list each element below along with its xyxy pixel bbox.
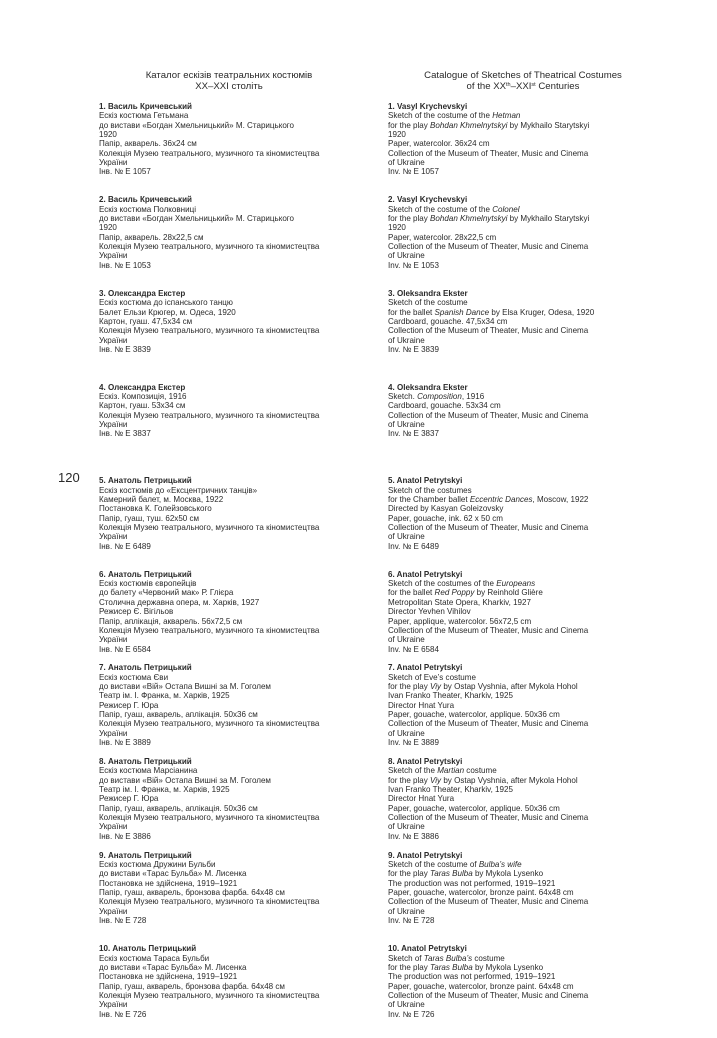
entry-line: Ескіз костюма Гетьмана: [99, 111, 189, 121]
entry-line: [388, 607, 658, 616]
entry-line: Театр ім. І. Франка, м. Харків, 1925: [99, 785, 230, 794]
page-number: 120: [58, 470, 80, 485]
entry-text: Collection of the Museum of Theater, Music and Cinema: [388, 522, 589, 532]
entry-line: Балет Ельзи Крюгер, м. Одеса, 1920: [99, 307, 236, 317]
entry-text: Sketch of the costume of the: [388, 111, 493, 121]
italic-title: Martian: [437, 766, 465, 776]
entry-text: Inv. № E 6489: [388, 541, 439, 551]
entry-line: [388, 776, 658, 785]
entry-line: України: [99, 822, 128, 832]
entry-heading: 4. Oleksandra Ekster: [388, 382, 468, 392]
entry-text: , 1916: [461, 391, 485, 401]
entry-line: Постановка не здійснена, 1919–1921: [99, 972, 238, 982]
entry-line: Папір, гуаш, акварель, аплікація. 50х36 см: [99, 803, 258, 813]
entry-line: [388, 205, 658, 214]
entry-text: Director Hnat Yura: [388, 700, 455, 710]
entry-line: [388, 907, 658, 916]
entry-text: Inv. № E 6584: [388, 644, 439, 654]
entry-line: Колекція Музею театрального, музичного та кіномистецтва: [99, 990, 320, 1000]
entry-line: [388, 738, 658, 747]
entry-line: [388, 860, 658, 869]
entry-text: Paper, gouache, ink. 62 x 50 cm: [388, 513, 503, 523]
entry-line: Ескіз костюмів до «Ексцентричних танців»: [99, 485, 258, 495]
entry-text: Collection of the Museum of Theater, Music and Cinema: [388, 326, 589, 336]
catalogue-entry: [388, 663, 658, 757]
entry-line: [388, 336, 658, 345]
entry-heading: 1. Vasyl Krychevskyi: [388, 101, 468, 111]
entry-heading: 2. Vasyl Krychevskyi: [388, 195, 468, 205]
entry-heading: 6. Anatol Petrytskyi: [388, 569, 463, 579]
entry-text: of Ukraine: [388, 635, 425, 645]
entry-line: [388, 1010, 658, 1019]
entry-text: Director Hnat Yura: [388, 794, 455, 804]
entry-line: [388, 645, 658, 654]
entry-text: for the play: [388, 214, 431, 224]
entry-line: Інв. № Е 1053: [99, 260, 151, 270]
entry-text: Inv. № E 728: [388, 915, 435, 925]
entry-line: Режисер Г. Юра: [99, 700, 159, 710]
entry-line: [388, 916, 658, 925]
entry-line: Режисер Г. Юра: [99, 794, 159, 804]
entry-line: [388, 691, 658, 700]
entry-text: Sketch of the costumes: [388, 485, 472, 495]
entry-line: України: [99, 419, 128, 429]
entry-line: Колекція Музею театрального, музичного та кіномистецтва: [99, 242, 320, 252]
catalogue-entry: [388, 851, 658, 945]
entry-line: Постановка К. Голейзовського: [99, 504, 212, 514]
entry-text: 1920: [388, 129, 406, 139]
entry-text: Inv. № E 3837: [388, 429, 439, 439]
entry-line: Колекція Музею театрального, музичного та кіномистецтва: [99, 148, 320, 158]
entry-line: [388, 420, 658, 429]
entry-line: [388, 719, 658, 728]
entry-text: for the play: [388, 120, 431, 130]
entry-line: України: [99, 251, 128, 261]
entry-line: [388, 514, 658, 523]
italic-title: Hetman: [492, 111, 521, 121]
entry-line: [388, 139, 658, 148]
entry-text: of Ukraine: [388, 532, 425, 542]
entry-line: Інв. № Е 3837: [99, 429, 151, 439]
entry-text: The production was not performed, 1919–1921: [388, 878, 556, 888]
entry-text: of Ukraine: [388, 335, 425, 345]
entry-line: [388, 897, 658, 906]
entry-line: Ескіз костюма Полковниці: [99, 204, 196, 214]
entry-heading: 5. Anatol Petrytskyi: [388, 476, 463, 486]
entry-line: України: [99, 906, 128, 916]
english-title-superscript: th: [506, 82, 511, 89]
entry-line: Інв. № Е 726: [99, 1009, 147, 1019]
entry-text: of Ukraine: [388, 822, 425, 832]
entry-heading: 7. Anatol Petrytskyi: [388, 663, 463, 673]
entry-line: [388, 504, 658, 513]
entry-text: of Ukraine: [388, 251, 425, 261]
entry-line: [388, 766, 658, 775]
catalogue-entry: [99, 383, 369, 477]
entry-heading: 8. Anatol Petrytskyi: [388, 756, 463, 766]
entry-line: [388, 345, 658, 354]
ukrainian-title-line-1: Каталог ескізів театральних костюмів: [145, 70, 313, 81]
entry-heading: 10. Анатоль Петрицький: [99, 944, 197, 954]
italic-title: Viy: [430, 775, 442, 785]
entry-text: by Mykola Lysenko: [472, 962, 544, 972]
entry-line: Ескіз костюмів європейців: [99, 579, 197, 589]
entry-line: України: [99, 728, 128, 738]
english-title-line-1: Catalogue of Sketches of Theatrical Costumes: [424, 70, 622, 81]
entry-line: Ескіз костюма Марсіанина: [99, 766, 198, 776]
entry-line: [388, 317, 658, 326]
entry-heading: 2. Василь Кричевський: [99, 195, 192, 205]
entry-line: Колекція Музею театрального, музичного та кіномистецтва: [99, 813, 320, 823]
entry-heading: 6. Анатоль Петрицький: [99, 569, 192, 579]
entry-text: Sketch of the costumes of the: [388, 579, 497, 589]
entry-text: by Mykhailo Starytskyi: [507, 214, 590, 224]
entry-line: [388, 486, 658, 495]
entry-line: [388, 794, 658, 803]
entry-line: України: [99, 335, 128, 345]
entry-line: [388, 1000, 658, 1009]
catalogue-entry: [388, 102, 658, 196]
entry-line: України: [99, 635, 128, 645]
entry-line: [388, 804, 658, 813]
entry-line: Інв. № Е 728: [99, 915, 147, 925]
entry-heading: 7. Анатоль Петрицький: [99, 663, 192, 673]
entry-text: by Mykola Lysenko: [472, 869, 544, 879]
entry-text: Paper, applique, watercolor. 56x72,5 cm: [388, 616, 532, 626]
entry-text: Collection of the Museum of Theater, Music and Cinema: [388, 625, 589, 635]
entry-line: [388, 411, 658, 420]
entry-text: of Ukraine: [388, 906, 425, 916]
entry-text: Paper, watercolor. 28x22,5 cm: [388, 232, 497, 242]
entry-heading: 9. Anatol Petrytskyi: [388, 850, 463, 860]
catalogue-entry: [99, 102, 369, 196]
entry-line: до вистави «Вій» Остапа Вишні за М. Гоголем: [99, 682, 271, 692]
entry-line: [388, 982, 658, 991]
entry-line: [388, 392, 658, 401]
entry-line: Інв. № Е 3839: [99, 345, 151, 355]
entry-line: Інв. № Е 6584: [99, 644, 151, 654]
entry-line: [388, 495, 658, 504]
entry-line: [388, 888, 658, 897]
entry-line: Постановка не здійснена, 1919–1921: [99, 878, 238, 888]
entry-line: [388, 954, 658, 963]
entry-text: costume: [464, 766, 497, 776]
entry-line: [388, 149, 658, 158]
catalogue-entry: [388, 195, 658, 289]
entry-text: Paper, gouache, watercolor, bronze paint. 64x48 cm: [388, 887, 574, 897]
entry-heading: 3. Oleksandra Ekster: [388, 289, 468, 298]
catalogue-entry: [388, 570, 658, 664]
entry-line: [388, 682, 658, 691]
entry-line: [388, 167, 658, 176]
entry-line: [388, 832, 658, 841]
catalogue-entry: [99, 663, 369, 757]
entry-line: [388, 523, 658, 532]
english-title: [388, 70, 658, 93]
catalogue-entry: [99, 195, 369, 289]
entry-line: до балету «Червоний мак» Р. Глієра: [99, 588, 234, 598]
catalogue-entry: [388, 757, 658, 851]
entry-line: Папір, гуаш, акварель, бронзова фарба. 64х48 см: [99, 887, 285, 897]
entry-line: Ескіз костюма Єви: [99, 672, 169, 682]
entry-text: Ivan Franko Theater, Kharkiv, 1925: [388, 785, 513, 794]
entry-text: Inv. № E 1057: [388, 167, 439, 177]
entry-text: Collection of the Museum of Theater, Music and Cinema: [388, 148, 589, 158]
entry-text: The production was not performed, 1919–1921: [388, 972, 556, 982]
english-title-part: Centuries: [535, 81, 580, 93]
italic-title: Red Poppy: [434, 588, 475, 598]
entry-text: Collection of the Museum of Theater, Music and Cinema: [388, 990, 589, 1000]
entry-line: Режисер Є. Вігільов: [99, 607, 174, 617]
entry-line: Картон, гуаш. 53х34 см: [99, 401, 186, 411]
entry-line: Ескіз костюма Дружини Бульби: [99, 859, 216, 869]
entry-line: [388, 233, 658, 242]
entry-line: до вистави «Тарас Бульба» М. Лисенка: [99, 869, 247, 879]
entry-text: Collection of the Museum of Theater, Music and Cinema: [388, 410, 589, 420]
entry-line: [388, 869, 658, 878]
entry-line: [388, 429, 658, 438]
english-title-part: of the XX: [466, 81, 507, 93]
catalogue-entry: [99, 476, 369, 570]
entry-line: [388, 532, 658, 541]
entry-text: Inv. № E 3886: [388, 831, 439, 841]
entry-text: Sketch of: [388, 953, 424, 963]
entry-line: Колекція Музею театрального, музичного та кіномистецтва: [99, 410, 320, 420]
catalogue-entry: [388, 289, 658, 383]
entry-text: of Ukraine: [388, 157, 425, 167]
italic-title: Taras Bulba: [430, 869, 473, 879]
entry-text: of Ukraine: [388, 419, 425, 429]
entry-line: [388, 542, 658, 551]
entry-line: [388, 242, 658, 251]
english-title-superscript: st: [531, 82, 536, 89]
entry-text: of Ukraine: [388, 1000, 425, 1010]
entry-line: [388, 223, 658, 232]
entry-line: Театр ім. І. Франка, м. Харків, 1925: [99, 691, 230, 701]
english-title-part: –XXI: [510, 81, 532, 93]
entry-line: [388, 635, 658, 644]
entry-line: [388, 991, 658, 1000]
entry-line: Папір, акварель. 36х24 см: [99, 139, 197, 149]
entry-text: , Moscow, 1922: [532, 494, 589, 504]
entry-line: [388, 326, 658, 335]
entry-heading: 10. Anatol Petrytskyi: [388, 944, 467, 954]
entry-text: Sketch.: [388, 391, 418, 401]
entry-line: [388, 813, 658, 822]
entry-text: Collection of the Museum of Theater, Music and Cinema: [388, 242, 589, 252]
italic-title: Bohdan Khmelnytskyi: [430, 214, 508, 224]
entry-line: [388, 401, 658, 410]
entry-text: by Reinhold Glière: [474, 588, 543, 598]
entry-text: Director Yevhen Vihilov: [388, 607, 471, 617]
entry-text: Inv. № E 3889: [388, 738, 439, 748]
entry-heading: 8. Анатоль Петрицький: [99, 756, 192, 766]
entry-line: [388, 130, 658, 139]
entry-line: [388, 822, 658, 831]
entry-line: [388, 879, 658, 888]
entry-heading: 4. Олександра Екстер: [99, 382, 186, 392]
catalogue-entry: [99, 851, 369, 945]
italic-title: Europeans: [496, 579, 536, 589]
entry-line: України: [99, 1000, 128, 1010]
entry-line: [388, 298, 658, 307]
entry-text: Cardboard, gouache. 53x34 cm: [388, 401, 501, 411]
entry-text: for the play: [388, 869, 431, 879]
entry-line: [388, 972, 658, 981]
entry-text: Sketch of the costume: [388, 298, 468, 308]
entry-line: Колекція Музею театрального, музичного та кіномистецтва: [99, 719, 320, 729]
entry-line: Папір, акварель. 28х22,5 см: [99, 232, 204, 242]
entry-line: [388, 251, 658, 260]
entry-line: [388, 588, 658, 597]
entry-line: Колекція Музею театрального, музичного та кіномистецтва: [99, 522, 320, 532]
entry-text: for the play: [388, 775, 431, 785]
entry-text: Paper, gouache, watercolor, applique. 50x36 cm: [388, 803, 560, 813]
entry-line: [388, 710, 658, 719]
entry-line: Колекція Музею театрального, музичного та кіномистецтва: [99, 897, 320, 907]
entry-line: [388, 214, 658, 223]
entry-line: [388, 579, 658, 588]
catalogue-entry: [99, 289, 369, 383]
entry-line: [388, 729, 658, 738]
entry-text: for the play: [388, 962, 431, 972]
entry-text: Collection of the Museum of Theater, Music and Cinema: [388, 719, 589, 729]
entry-line: [388, 308, 658, 317]
english-catalogue-column: [388, 70, 658, 1038]
entry-heading: 1. Василь Кричевський: [99, 101, 192, 111]
entry-text: Cardboard, gouache. 47,5x34 cm: [388, 317, 508, 327]
catalogue-entry: [388, 476, 658, 570]
entry-text: Sketch of Eve’s costume: [388, 672, 476, 682]
entry-text: Sketch of the costume of: [388, 859, 479, 869]
entry-text: Ivan Franko Theater, Kharkiv, 1925: [388, 691, 513, 701]
entry-line: [388, 111, 658, 120]
entry-line: Камерний балет, м. Москва, 1922: [99, 494, 224, 504]
italic-title: Bulba’s wife: [478, 859, 522, 869]
entry-line: [388, 626, 658, 635]
entry-text: Inv. № E 726: [388, 1009, 435, 1019]
english-entry-list: [388, 102, 658, 1038]
entry-line: [388, 261, 658, 270]
entry-text: of Ukraine: [388, 728, 425, 738]
entry-text: Metropolitan State Opera, Kharkiv, 1927: [388, 597, 531, 607]
entry-text: for the Chamber ballet: [388, 494, 470, 504]
italic-title: Viy: [430, 682, 442, 692]
entry-line: до вистави «Вій» Остапа Вишні за М. Гоголем: [99, 775, 271, 785]
entry-text: for the ballet: [388, 307, 435, 317]
entry-line: Інв. № Е 3886: [99, 831, 151, 841]
entry-line: Інв. № Е 3889: [99, 738, 151, 748]
entry-line: Колекція Музею театрального, музичного та кіномистецтва: [99, 326, 320, 336]
italic-title: Spanish Dance: [434, 307, 490, 317]
entry-line: до вистави «Тарас Бульба» М. Лисенка: [99, 962, 247, 972]
english-title-line-2: [388, 81, 658, 92]
ukrainian-title: [99, 70, 359, 93]
entry-heading: 3. Олександра Екстер: [99, 289, 186, 298]
entry-line: Папір, гуаш, акварель, аплікація. 50х36 см: [99, 710, 258, 720]
entry-line: [388, 617, 658, 626]
entry-text: Inv. № E 1053: [388, 260, 439, 270]
entry-line: [388, 598, 658, 607]
entry-text: 1920: [388, 223, 406, 233]
entry-text: costume: [472, 953, 505, 963]
catalogue-entry: [388, 383, 658, 477]
entry-line: [388, 785, 658, 794]
entry-text: Sketch of the: [388, 766, 438, 776]
entry-text: for the ballet: [388, 588, 435, 598]
entry-line: Папір, гуаш, акварель, бронзова фарба. 64х48 см: [99, 981, 285, 991]
entry-line: до вистави «Богдан Хмельницький» М. Старицького: [99, 214, 295, 224]
entry-text: Sketch of the costume of the: [388, 204, 493, 214]
italic-title: Taras Bulba: [430, 962, 473, 972]
entry-text: Paper, watercolor. 36x24 cm: [388, 139, 490, 149]
entry-heading: 9. Анатоль Петрицький: [99, 850, 192, 860]
entry-text: for the play: [388, 682, 431, 692]
entry-text: Collection of the Museum of Theater, Music and Cinema: [388, 897, 589, 907]
ukrainian-catalogue-column: [99, 70, 369, 1038]
entry-line: [388, 963, 658, 972]
entry-text: by Ostap Vyshnia, after Mykola Hohol: [441, 682, 578, 692]
entry-line: Столична державна опера, м. Харків, 1927: [99, 597, 260, 607]
entry-line: [388, 158, 658, 167]
entry-line: Ескіз костюма Тараса Бульби: [99, 953, 210, 963]
entry-text: Collection of the Museum of Theater, Music and Cinema: [388, 813, 589, 823]
entry-line: Ескіз. Композиція, 1916: [99, 391, 187, 401]
entry-line: [388, 673, 658, 682]
entry-heading: 5. Анатоль Петрицький: [99, 476, 192, 486]
entry-line: [388, 701, 658, 710]
entry-text: by Mykhailo Starytskyi: [507, 120, 590, 130]
entry-line: [388, 121, 658, 130]
entry-text: Paper, gouache, watercolor, applique. 50x36 cm: [388, 710, 560, 720]
entry-text: by Elsa Kruger, Odesa, 1920: [489, 307, 595, 317]
entry-line: до вистави «Богдан Хмельницький» М. Старицького: [99, 120, 295, 130]
ukrainian-entry-list: [99, 102, 369, 1038]
entry-line: України: [99, 532, 128, 542]
entry-line: Інв. № Е 1057: [99, 167, 151, 177]
italic-title: Composition: [417, 391, 462, 401]
entry-line: Картон, гуаш. 47,5х34 см: [99, 317, 193, 327]
entry-line: Папір, аплікація, акварель. 56х72,5 см: [99, 616, 243, 626]
italic-title: Taras Bulba’s: [423, 953, 473, 963]
entry-line: Інв. № Е 6489: [99, 541, 151, 551]
entry-text: Paper, gouache, watercolor, bronze paint. 64x48 cm: [388, 981, 574, 991]
entry-line: Ескіз костюма до іспанського танцю: [99, 298, 233, 308]
italic-title: Eccentric Dances: [469, 494, 533, 504]
ukrainian-title-line-2: XX–XXI століть: [195, 81, 263, 93]
italic-title: Bohdan Khmelnytskyi: [430, 120, 508, 130]
entry-line: України: [99, 157, 128, 167]
catalogue-entry: [99, 757, 369, 851]
entry-line: 1920: [99, 129, 117, 139]
entry-text: Directed by Kasyan Goleizovsky: [388, 504, 504, 514]
catalogue-entry: [99, 570, 369, 664]
italic-title: Colonel: [492, 204, 520, 214]
entry-text: by Ostap Vyshnia, after Mykola Hohol: [441, 775, 578, 785]
entry-line: 1920: [99, 223, 117, 233]
entry-text: Inv. № E 3839: [388, 345, 439, 355]
entry-line: Папір, гуаш, туш. 62х50 см: [99, 513, 200, 523]
entry-line: Колекція Музею театрального, музичного та кіномистецтва: [99, 625, 320, 635]
